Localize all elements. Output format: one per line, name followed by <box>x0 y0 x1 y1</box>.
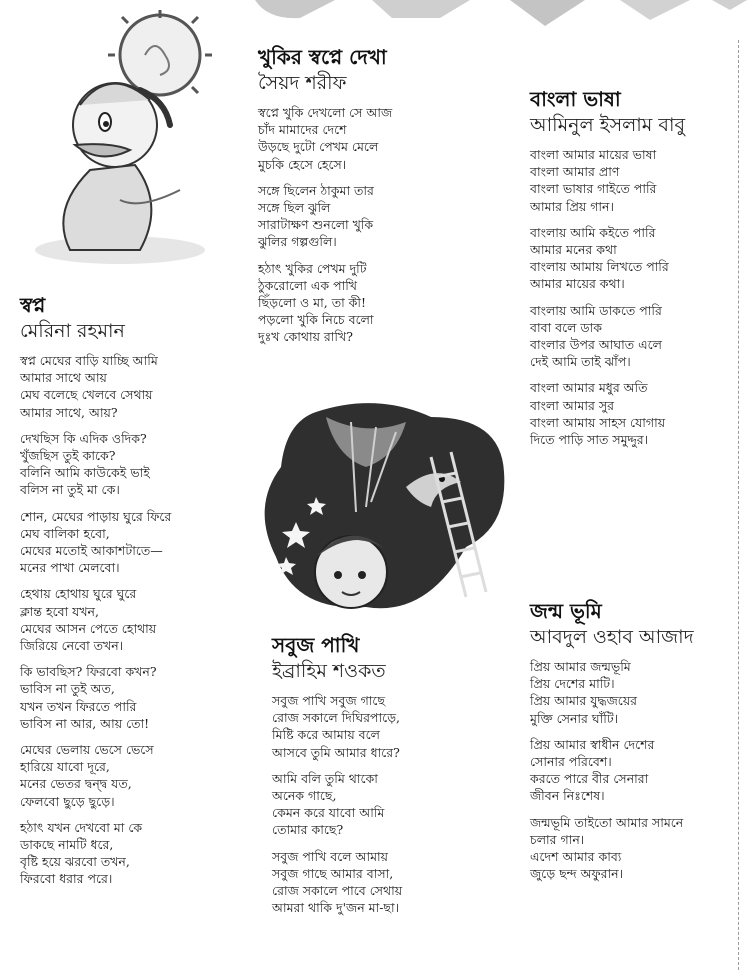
verse-line: বলিস না তুই মা কে। <box>20 482 120 498</box>
verse-line: রোজ সকালে পাবে সেথায় <box>272 883 403 899</box>
verse-line: বাংলায় আমায় লিখতে পারি <box>530 259 669 275</box>
poem-author: আবদুল ওহাব আজাদ <box>530 626 694 648</box>
verse-line: দুঃখ কোথায় রাখি? <box>258 329 353 345</box>
stanza <box>530 814 735 883</box>
verse-line: মেঘের ভেলায় ভেসে ভেসে <box>20 742 154 758</box>
verse-line: মেঘ বালিকা হবো, <box>20 525 110 541</box>
boy-with-sun-illustration <box>20 10 220 270</box>
verse-line: সবুজ পাখি সবুজ গাছে <box>272 693 386 708</box>
poem-author: সৈয়দ শরীফ <box>258 72 347 94</box>
poem-title: খুকির স্বপ্নে দেখা <box>258 45 387 69</box>
verse-line: উড়ছে দুটো পেখম মেলে <box>258 139 379 155</box>
stanza <box>20 585 225 654</box>
verse-line: আমার মায়ের কথা। <box>530 276 625 292</box>
verse-line: সবুজ পাখি বলে আমায় <box>272 848 389 864</box>
verse-line: মেঘের আসন পেতে হোথায় <box>20 620 157 636</box>
stanza <box>530 302 735 371</box>
stanza <box>20 430 225 499</box>
verse-line: বাংলা আমায় সাহস যোগায় <box>530 414 666 430</box>
stanza <box>272 692 472 761</box>
verse-line: স্বপ্নে খুকি দেখলো সে আজ <box>258 105 393 120</box>
verse-line: হঠাৎ খুকির পেখম দুটি <box>258 260 367 276</box>
verse-line: আমার প্রিয় গান। <box>530 198 614 214</box>
verse-line: আমরা থাকি দু'জন মা-ছা। <box>272 900 400 916</box>
verse-line: বাংলায় আমি কইতে পারি <box>530 224 656 240</box>
verse-line: বাংলা আমার মধুর অতি <box>530 380 648 396</box>
verse-line: জিরিয়ে নেবো তখন। <box>20 638 124 654</box>
poem-khukir-swapne-dekha <box>258 44 458 355</box>
verse-line: সঙ্গে ছিল ঝুলি <box>258 200 331 216</box>
poem-title: সবুজ পাখি <box>272 633 360 657</box>
verse-line: জীবন নিঃশেষ। <box>530 788 605 804</box>
verse-line: এদেশ আমার কাব্য <box>530 849 622 865</box>
verse-line: সঙ্গে ছিলেন ঠাকুমা তার <box>258 182 374 198</box>
verse-line: প্রিয় দেশের মাটি। <box>530 676 615 692</box>
poem-swapno <box>20 292 225 897</box>
verse-line: মুচকি হেসে হেসে। <box>258 156 347 172</box>
poem-body <box>272 692 472 916</box>
poem-author: মেরিনা রহমান <box>20 320 125 342</box>
poem-body <box>530 658 735 882</box>
verse-line: বাংলা আমার মায়ের ভাষা <box>530 147 657 162</box>
verse-line: মিষ্টি করে আমায় বলে <box>272 727 380 743</box>
verse-line: জুড়ে ছন্দ অফুরান। <box>530 866 624 882</box>
stanza <box>530 658 735 727</box>
verse-line: ফিরবো ধরার পরে। <box>20 871 113 887</box>
poem-body <box>530 146 735 448</box>
poem-author: আমিনুল ইসলাম বাবু <box>530 114 686 136</box>
verse-line: রোজ সকালে দিঘিরপাড়ে, <box>272 710 401 726</box>
verse-line: মনের পাখা মেলবো। <box>20 560 120 576</box>
verse-line: বাংলা আমার প্রাণ <box>530 164 620 180</box>
stanza <box>258 104 458 173</box>
verse-line: ফেলবো ছুড়ে ছুড়ে। <box>20 793 115 809</box>
verse-line: মনের ভেতর দ্বন্দ্ব যত, <box>20 776 132 792</box>
verse-line: মেঘের মতোই আকাশটাতে— <box>20 543 163 559</box>
verse-line: হেথায় হোথায় ঘুরে ঘুরে <box>20 586 137 602</box>
verse-line: আসবে তুমি আমার ধারে? <box>272 744 400 760</box>
verse-line: স্বপ্ন মেঘের বাড়ি যাচ্ছি আমি <box>20 353 158 368</box>
stanza <box>20 663 225 732</box>
verse-line: সোনার পরিবেশ। <box>530 754 612 770</box>
verse-line: খুঁজছিস তুই কাকে? <box>20 448 116 464</box>
stanza <box>258 182 458 251</box>
verse-line: প্রিয় আমার জন্মভূমি <box>530 659 631 674</box>
verse-line: চাঁদ মামাদের দেশে <box>258 122 347 138</box>
verse-line: মেঘ বলেছে খেলবে সেথায় <box>20 387 153 403</box>
verse-line: বাংলায় আমি ডাকতে পারি <box>530 302 662 318</box>
verse-line: শোন, মেঘের পাড়ায় ঘুরে ফিরে <box>20 508 172 524</box>
stanza <box>530 224 735 293</box>
boy-and-bird-illustration <box>256 397 508 622</box>
verse-line: ঠুকরোলো এক পাখি <box>258 277 358 293</box>
verse-line: তোমার কাছে? <box>272 822 344 838</box>
stanza <box>20 352 225 421</box>
verse-line: বাংলা আমার সুর <box>530 397 615 413</box>
stanza <box>530 379 735 448</box>
verse-line: আমি বলি তুমি থাকো <box>272 770 378 786</box>
verse-line: হঠাৎ যখন দেখবো মা কে <box>20 819 143 835</box>
stanza <box>530 146 735 215</box>
verse-line: বাবা বলে ডাক <box>530 319 602 335</box>
poem-title: স্বপ্ন <box>20 293 46 317</box>
stanza <box>20 741 225 810</box>
stanza <box>530 736 735 805</box>
verse-line: চলার গান। <box>530 831 585 847</box>
poem-sabuj-pakhi <box>272 632 472 925</box>
verse-line: আমার সাথে, আয়? <box>20 404 118 420</box>
verse-line: ছিঁড়লো ও মা, তা কী! <box>258 295 367 311</box>
verse-line: পড়লো খুকি নিচে বলো <box>258 312 374 328</box>
verse-line: ঝুলির গল্পগুলি। <box>258 234 337 250</box>
poem-janma-bhumi <box>530 598 735 891</box>
poem-title: বাংলা ভাষা <box>530 87 621 111</box>
verse-line: বাংলার উপর আঘাত এলে <box>530 337 662 353</box>
verse-line: যখন তখন ফিরতে পারি <box>20 698 137 714</box>
poem-bangla-bhasha <box>530 86 735 457</box>
verse-line: বাংলা ভাষার গাইতে পারি <box>530 181 657 197</box>
verse-line: জন্মভূমি তাইতো আমার সামনে <box>530 814 684 830</box>
poem-author: ইব্রাহিম শওকত <box>272 660 386 682</box>
verse-line: কি ভাবছিস? ফিরবো কখন? <box>20 664 157 680</box>
verse-line: দেই আমি তাই ঝাঁপ। <box>530 354 631 370</box>
verse-line: ক্লান্ত হবো যখন, <box>20 603 99 619</box>
verse-line: দিতে পাড়ি সাত সমুদ্দুর। <box>530 432 649 448</box>
verse-line: মুক্তি সেনার ঘাঁটি। <box>530 710 619 726</box>
verse-line: ডাকছে নামটি ধরে, <box>20 837 114 853</box>
verse-line: ভাবিস না তুই অত, <box>20 681 115 697</box>
stanza <box>20 508 225 577</box>
verse-line: সারাটাক্ষণ শুনলো খুকি <box>258 217 374 233</box>
poem-body <box>258 104 458 346</box>
stanza <box>258 260 458 346</box>
verse-line: প্রিয় আমার স্বাধীন দেশের <box>530 736 655 752</box>
verse-line: হারিয়ে যাবো দূরে, <box>20 759 110 775</box>
verse-line: কেমন করে যাবো আমি <box>272 805 385 821</box>
verse-line: প্রিয় আমার যুদ্ধজয়ের <box>530 693 638 709</box>
verse-line: বৃষ্টি হয়ে ঝরবো তখন, <box>20 854 130 870</box>
column-divider <box>738 40 739 970</box>
poem-title: জন্ম ভূমি <box>530 599 602 623</box>
stanza <box>272 848 472 917</box>
verse-line: আমার মনের কথা <box>530 242 617 258</box>
stanza <box>272 770 472 839</box>
verse-line: সবুজ গাছে আমার বাসা, <box>272 865 394 881</box>
verse-line: দেখছিস কি এদিক ওদিক? <box>20 430 147 446</box>
verse-line: বলিনি আমি কাউকেই ভাই <box>20 465 150 481</box>
poem-body <box>20 352 225 888</box>
verse-line: ভাবিস না আর, আয় তো! <box>20 715 150 731</box>
verse-line: করতে পারে বীর সেনারা <box>530 771 649 787</box>
stanza <box>20 819 225 888</box>
verse-line: অনেক গাছে, <box>272 788 337 804</box>
verse-line: আমার সাথে আয় <box>20 370 107 386</box>
